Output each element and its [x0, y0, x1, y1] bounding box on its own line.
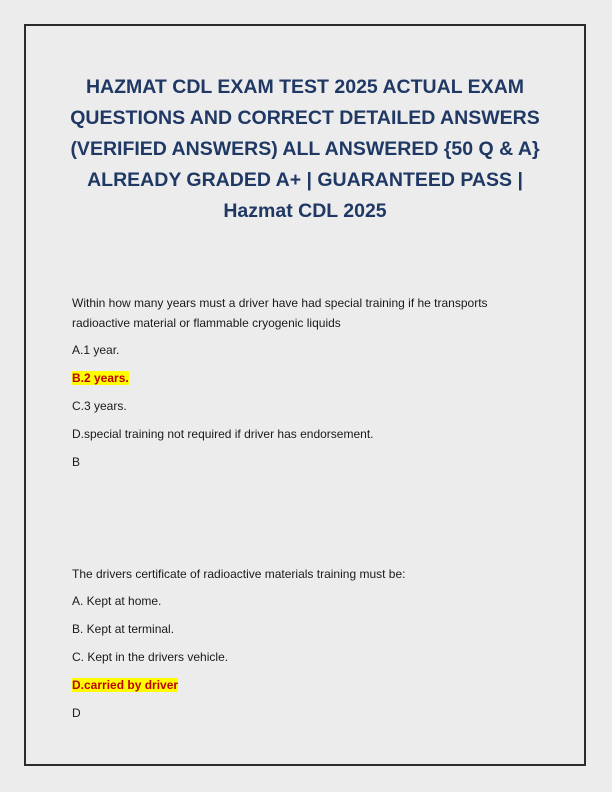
option-d [72, 677, 544, 693]
option-d [72, 426, 544, 442]
option-c [72, 649, 544, 665]
option-c-text: C.3 years. [72, 399, 127, 413]
option-b [72, 621, 544, 637]
question-stem: Within how many years must a driver have had special training if he transports radioactive material or flammable cryogenic liquids [72, 296, 488, 330]
correct-option-highlight: D.carried by driver [72, 678, 179, 692]
option-b-text: B. Kept at terminal. [72, 622, 175, 636]
option-c [72, 398, 544, 414]
question-block-2 [72, 564, 544, 721]
option-b [72, 370, 544, 386]
answer-key: D [72, 706, 81, 720]
option-d-text: D.special training not required if driver has endorsement. [72, 427, 374, 441]
option-a [72, 593, 544, 609]
option-a-text: A. Kept at home. [72, 594, 162, 608]
document-title: HAZMAT CDL EXAM TEST 2025 ACTUAL EXAM QUESTIONS AND CORRECT DETAILED ANSWERS (VERIFIED ANSWERS) ALL ANSWERED {50 Q & A} ALREADY GRADED A+ | GUARANTEED PASS | Hazmat CDL 2025 [70, 76, 540, 222]
document-page [24, 24, 586, 766]
question-stem: The drivers certificate of radioactive materials training must be: [72, 567, 406, 581]
answer-key: B [72, 455, 81, 469]
option-a-text: A.1 year. [72, 343, 120, 357]
correct-option-highlight: B.2 years. [72, 371, 129, 385]
option-a [72, 342, 544, 358]
option-c-text: C. Kept in the drivers vehicle. [72, 650, 229, 664]
question-block-1 [72, 293, 544, 470]
